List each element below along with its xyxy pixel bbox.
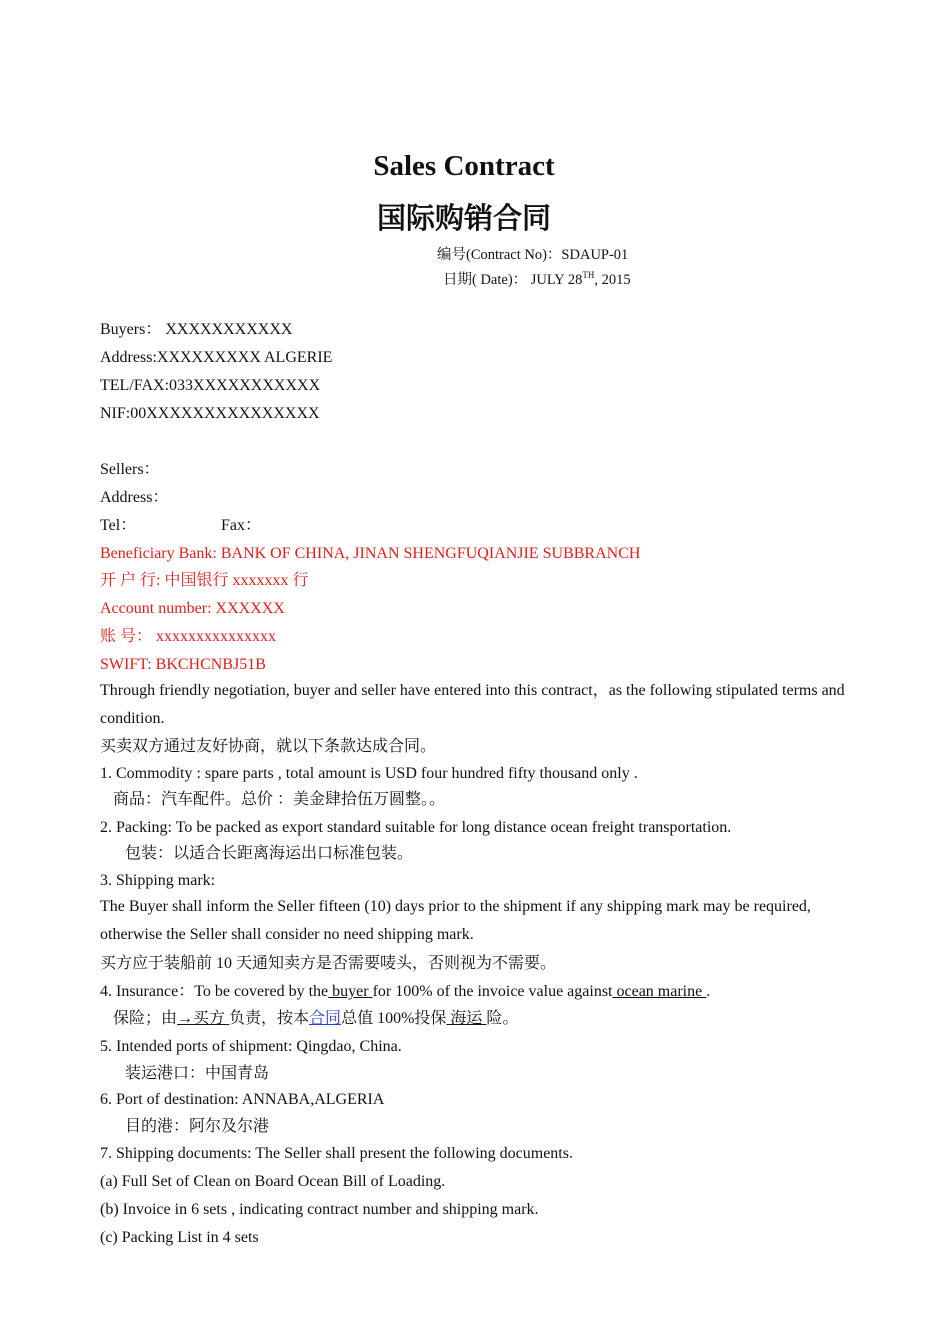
title-english: Sales Contract xyxy=(373,150,555,182)
insurance-cn-type: 海运 xyxy=(446,1010,487,1027)
clause-7-documents: 7. Shipping documents: The Seller shall present the following documents. xyxy=(100,1145,573,1162)
intro-english: Through friendly negotiation, buyer and seller have entered into this contract，as the following stipulated terms and condition. xyxy=(100,682,845,727)
insurance-cn-c: 负责，按本 xyxy=(229,1010,310,1027)
beneficiary-bank: Beneficiary Bank: BANK OF CHINA, JINAN SHENGFUQIANJIE SUBBRANCH xyxy=(100,545,641,562)
title-chinese: 国际购销合同 xyxy=(376,201,551,235)
clause-3-title: 3. Shipping mark: xyxy=(100,872,216,889)
clause-5-ports: 5. Intended ports of shipment: Qingdao, China. xyxy=(100,1038,402,1055)
clause-6-destination: 6. Port of destination: ANNABA,ALGERIA xyxy=(100,1091,385,1108)
sellers-line: Sellers： xyxy=(100,461,160,478)
clause-3-shipping-mark-cn: 买方应于装船前 10 天通知卖方是否需要唛头，否则视为不需要。 xyxy=(100,955,557,972)
seller-tel: Tel： xyxy=(100,517,137,534)
buyers-line: Buyers： XXXXXXXXXXX xyxy=(100,321,293,338)
buyer-nif: NIF:00XXXXXXXXXXXXXXX xyxy=(100,405,320,422)
contract-date xyxy=(443,268,631,289)
insurance-type: ocean marine xyxy=(612,983,707,1000)
document-a: (a) Full Set of Clean on Board Ocean Bill of Loading. xyxy=(100,1173,446,1190)
clause-4-insurance-cn xyxy=(113,1009,518,1029)
clause-3-shipping-mark: The Buyer shall inform the Seller fifteen (10) days prior to the shipment if any shipping mark may be required, otherwise the Seller shall consider no need shipping mark. xyxy=(100,898,811,943)
clause-2-packing: 2. Packing: To be packed as export standard suitable for long distance ocean freight transportation. xyxy=(100,819,732,836)
intro-chinese: 买卖双方通过友好协商，就以下条款达成合同。 xyxy=(100,738,437,755)
clause-4-insurance xyxy=(100,982,710,1002)
clause-1-commodity-cn: 商品：汽车配件。总价 ：美金肆拾伍万圆整。。 xyxy=(113,791,446,808)
document-b: (b) Invoice in 6 sets , indicating contract number and shipping mark. xyxy=(100,1201,539,1218)
date-superscript: TH xyxy=(582,270,595,280)
contract-number: 编号(Contract No)：SDAUP-01 xyxy=(437,247,629,263)
seller-fax: Fax： xyxy=(221,517,262,534)
contract-link[interactable]: 合同 xyxy=(309,1010,342,1027)
insurance-text-b: for 100% of the invoice value against xyxy=(372,983,613,1000)
insurance-cn-party: →买方 xyxy=(177,1010,230,1027)
insurance-text-end: . xyxy=(706,983,711,1000)
insurance-text-a: 4. Insurance：To be covered by the xyxy=(100,983,329,1000)
insurance-cn-e: 总值 100%投保 xyxy=(341,1010,447,1027)
beneficiary-bank-cn: 开 户 行: 中国银行 xxxxxxx 行 xyxy=(100,572,309,589)
buyer-tel-fax: TEL/FAX:033XXXXXXXXXXX xyxy=(100,377,321,394)
buyer-address: Address:XXXXXXXXX ALGERIE xyxy=(100,349,333,366)
account-number-cn: 账 号： xxxxxxxxxxxxxxx xyxy=(100,628,277,645)
insurance-party: buyer xyxy=(328,983,373,1000)
date-prefix: 日期( Date)： JULY 28 xyxy=(443,272,583,288)
clause-6-destination-cn: 目的港：阿尔及尔港 xyxy=(125,1118,270,1135)
clause-5-ports-cn: 装运港口：中国青岛 xyxy=(125,1065,270,1082)
clause-2-packing-cn: 包装：以适合长距离海运出口标准包装。 xyxy=(125,845,414,862)
document-c: (c) Packing List in 4 sets xyxy=(100,1229,259,1246)
swift-code: SWIFT: BKCHCNBJ51B xyxy=(100,656,266,673)
date-suffix: , 2015 xyxy=(594,272,631,288)
account-number: Account number: XXXXXX xyxy=(100,600,285,617)
clause-1-commodity: 1. Commodity : spare parts , total amount is USD four hundred fifty thousand only . xyxy=(100,765,638,782)
insurance-cn-g: 险。 xyxy=(486,1010,519,1027)
seller-address: Address： xyxy=(100,489,169,506)
insurance-cn-a: 保险；由 xyxy=(113,1010,178,1027)
